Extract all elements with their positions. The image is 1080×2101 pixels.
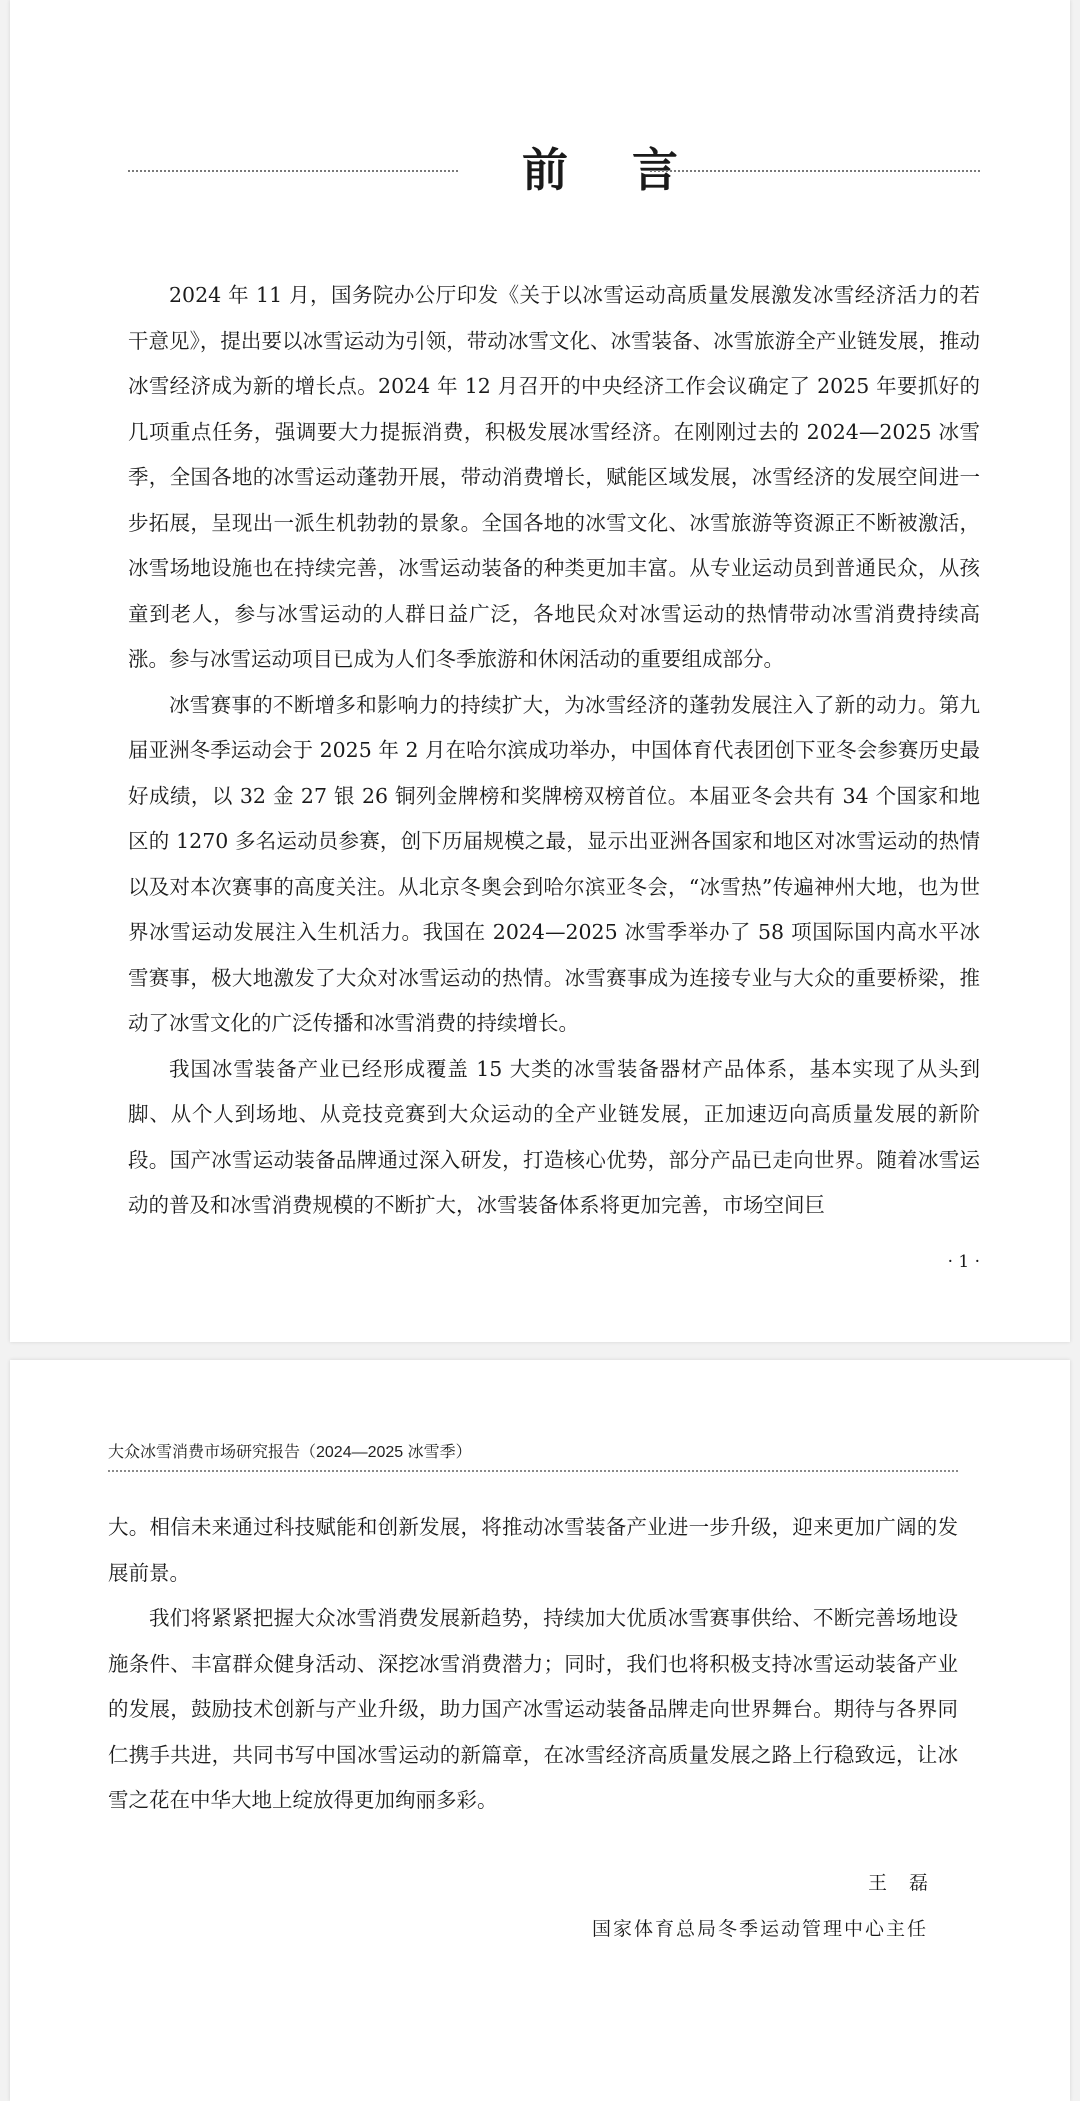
page-2 bbox=[10, 1360, 1070, 2101]
preface-title-row bbox=[128, 140, 980, 200]
running-head: 大众冰雪消费市场研究报告（2024—2025 冰雪季） bbox=[108, 1444, 472, 1461]
page-1 bbox=[10, 0, 1070, 1342]
signature-block bbox=[108, 1860, 950, 1952]
title-dotted-rule-right bbox=[650, 170, 980, 172]
paragraph: 2024 年 11 月，国务院办公厅印发《关于以冰雪运动高质量发展激发冰雪经济活力的若干意见》，提出要以冰雪运动为引领，带动冰雪文化、冰雪装备、冰雪旅游全产业链发展，推动冰雪经济成为新的增长点。2024 年 12 月召开的中央经济工作会议确定了 2025 年要抓好的几项重点任务，强调要大力提振消费，积极发展冰雪经济。在刚刚过去的 2024—2025 冰雪季，全国各地的冰雪运动蓬勃开展，带动消费增长，赋能区域发展，冰雪经济的发展空间进一步拓展，呈现出一派生机勃勃的景象。全国各地的冰雪文化、冰雪旅游等资源正不断被激活，冰雪场地设施也在持续完善，冰雪运动装备的种类更加丰富。从专业运动员到普通民众，从孩童到老人，参与冰雪运动的人群日益广泛，各地民众对冰雪运动的热情带动冰雪消费持续高涨。参与冰雪运动项目已成为人们冬季旅游和休闲活动的重要组成部分。 bbox=[128, 283, 980, 671]
signature-title: 国家体育总局冬季运动管理中心主任 bbox=[591, 1918, 928, 1940]
paragraph: 我们将紧紧把握大众冰雪消费发展新趋势，持续加大优质冰雪赛事供给、不断完善场地设施条件、丰富群众健身活动、深挖冰雪消费潜力；同时，我们也将积极支持冰雪运动装备产业的发展，鼓励技术创新与产业升级，助力国产冰雪运动装备品牌走向世界舞台。期待与各界同仁携手共进，共同书写中国冰雪运动的新篇章，在冰雪经济高质量发展之路上行稳致远，让冰雪之花在中华大地上绽放得更加绚丽多彩。 bbox=[108, 1606, 958, 1812]
preface-title: 前言 bbox=[522, 143, 742, 197]
signature-name: 王磊 bbox=[867, 1872, 950, 1894]
paragraph-continuation: 大。相信未来通过科技赋能和创新发展，将推动冰雪装备产业进一步升级，迎来更加广阔的发展前景。 bbox=[108, 1515, 958, 1585]
paragraph: 冰雪赛事的不断增多和影响力的持续扩大，为冰雪经济的蓬勃发展注入了新的动力。第九届亚洲冬季运动会于 2025 年 2 月在哈尔滨成功举办，中国体育代表团创下亚冬会参赛历史最好成绩，以 32 金 27 银 26 铜列金牌榜和奖牌榜双榜首位。本届亚冬会共有 34 个国家和地区的 1270 多名运动员参赛，创下历届规模之最，显示出亚洲各国家和地区对冰雪运动的热情以及对本次赛事的高度关注。从北京冬奥会到哈尔滨亚冬会，“冰雪热”传遍神州大地，也为世界冰雪运动发展注入生机活力。我国在 2024—2025 冰雪季举办了 58 项国际国内高水平冰雪赛事，极大地激发了大众对冰雪运动的热情。冰雪赛事成为连接专业与大众的重要桥梁，推动了冰雪文化的广泛传播和冰雪消费的持续增长。 bbox=[128, 692, 980, 1035]
paragraph: 我国冰雪装备产业已经形成覆盖 15 大类的冰雪装备器材产品体系，基本实现了从头到脚、从个人到场地、从竞技竞赛到大众运动的全产业链发展，正加速迈向高质量发展的新阶段。国产冰雪运动装备品牌通过深入研发，打造核心优势，部分产品已走向世界。随着冰雪运动的普及和冰雪消费规模的不断扩大，冰雪装备体系将更加完善，市场空间巨 bbox=[128, 1056, 980, 1217]
page-2-body bbox=[108, 1505, 958, 1824]
page-1-body bbox=[128, 273, 980, 1229]
running-head-dotted-rule bbox=[108, 1470, 958, 1472]
title-dotted-rule-left bbox=[128, 170, 458, 172]
page-number: · 1 · bbox=[947, 1252, 980, 1272]
